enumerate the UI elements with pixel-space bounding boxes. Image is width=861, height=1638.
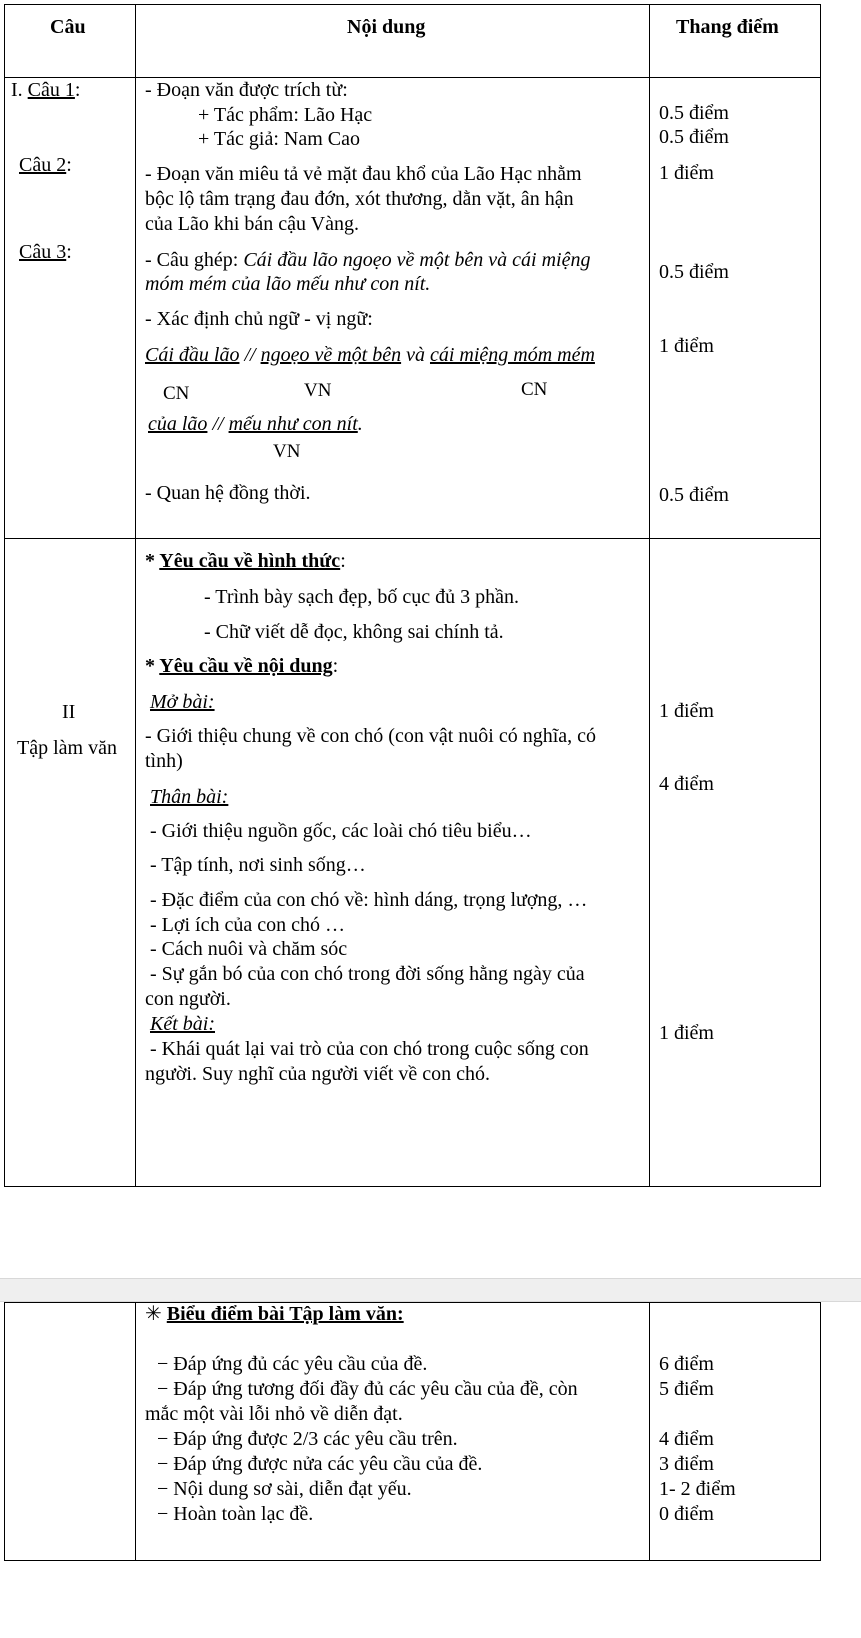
chu-viet-line: - Chữ viết dễ đọc, không sai chính tả. [204, 621, 504, 643]
xac-dinh-line: - Xác định chủ ngữ - vị ngữ: [145, 308, 373, 330]
bieu-diem-score-2: 5 điểm [659, 1378, 714, 1400]
than-bai-item-4: - Lợi ích của con chó … [150, 914, 345, 936]
header-thang-diem: Thang điểm [676, 16, 779, 38]
score-quan-he: 0.5 điểm [659, 484, 729, 506]
cn1: Cái đầu lão [145, 344, 240, 366]
t2-border-bottom [4, 1560, 821, 1561]
cau-ghep-line-1 [145, 248, 590, 272]
gan-bo-line-1: - Sự gắn bó của con chó trong đời sống hằng ngày của [150, 963, 585, 985]
bieu-diem-row-2: − Đáp ứng tương đối đầy đủ các yêu cầu của đề, còn [157, 1378, 578, 1400]
hinh-thuc-star: * [145, 550, 160, 572]
mieu-ta-line-3: của Lão khi bán cậu Vàng. [145, 213, 359, 235]
t2-border-left [4, 1302, 5, 1561]
intro-line: - Đoạn văn được trích từ: [145, 79, 348, 101]
tac-gia-line: + Tác giả: Nam Cao [198, 128, 360, 150]
gan-bo-line-2: con người. [145, 988, 231, 1010]
noi-dung-heading [145, 654, 338, 678]
cau-ghep-label: - Câu ghép: [145, 249, 244, 271]
than-bai-label: Thân bài: [150, 786, 229, 808]
score-tac-gia: 0.5 điểm [659, 126, 729, 148]
cau3-colon: : [66, 241, 72, 263]
header-cau: Câu [50, 16, 86, 38]
vn-label-1: VN [304, 380, 332, 401]
cn-label-2: CN [521, 379, 548, 400]
ket-bai-label: Kết bài: [150, 1013, 215, 1035]
t2-col-sep-2 [649, 1302, 650, 1561]
t2-col-sep-1 [135, 1302, 136, 1561]
bieu-diem-title [145, 1302, 404, 1326]
hinh-thuc-heading [145, 549, 346, 573]
mieu-ta-line-2: bộc lộ tâm trạng đau đớn, xót thương, dằn vặt, ân hận [145, 188, 574, 210]
t2-border-right [820, 1302, 821, 1561]
dot: . [357, 413, 363, 435]
bieu-diem-row-5: − Đáp ứng được nửa các yêu cầu của đề. [157, 1453, 483, 1475]
cau1-text: Câu 1 [27, 79, 75, 101]
bieu-diem-title-text: Biểu điểm bài Tập làm văn: [166, 1303, 404, 1325]
noi-dung-star: * [145, 655, 160, 677]
vn1: ngoẹo về một bên [260, 344, 402, 366]
gioi-thieu-chung-1: - Giới thiệu chung về con chó (con vật nuôi có nghĩa, có [145, 725, 597, 747]
score-tac-pham: 0.5 điểm [659, 102, 729, 124]
cau-ghep-line-2: móm mém của lão mếu như con nít. [145, 273, 431, 295]
than-bai-item-3: - Đặc điểm của con chó về: hình dáng, trọng lượng, … [150, 889, 588, 911]
cn3: của lão [148, 413, 208, 435]
cn-label-1: CN [163, 383, 190, 404]
cau2-colon: : [66, 154, 72, 176]
vn2: mếu như con nít [228, 413, 358, 435]
t1-border-bottom [4, 1186, 821, 1187]
trinh-bay-line: - Trình bày sạch đẹp, bố cục đủ 3 phần. [204, 586, 519, 608]
cau-ghep-italic-1: Cái đầu lão ngoẹo về một bên và cái miệng [243, 249, 591, 271]
t1-col-sep-1 [135, 4, 136, 1187]
t1-border-mid [4, 538, 821, 539]
mieu-ta-line-1: - Đoạn văn miêu tả vẻ mặt đau khổ của Lão Hạc nhằm [145, 163, 582, 185]
t2-border-top [4, 1302, 821, 1303]
bieu-diem-row-4: − Đáp ứng được 2/3 các yêu cầu trên. [157, 1428, 458, 1450]
score-mo-bai: 1 điểm [659, 700, 714, 722]
bieu-diem-score-6: 1- 2 điểm [659, 1478, 736, 1500]
cau1-label [11, 78, 80, 102]
cau3-label [19, 240, 72, 264]
score-than-bai: 4 điểm [659, 773, 714, 795]
bieu-diem-row-7: − Hoàn toàn lạc đề. [157, 1503, 314, 1525]
khai-quat-line-2: người. Suy nghĩ của người viết về con chó. [145, 1063, 490, 1085]
bieu-diem-score-4: 4 điểm [659, 1428, 714, 1450]
cau2-label [19, 153, 72, 177]
quan-he-line: - Quan hệ đồng thời. [145, 482, 311, 504]
t1-border-top [4, 4, 821, 5]
score-cau-ghep: 0.5 điểm [659, 261, 729, 283]
bieu-diem-score-1: 6 điểm [659, 1353, 714, 1375]
mo-bai-label: Mở bài: [150, 691, 215, 713]
bieu-diem-row-6: − Nội dung sơ sài, diễn đạt yếu. [157, 1478, 412, 1500]
score-cn-vn: 1 điểm [659, 335, 714, 357]
t1-border-header [4, 77, 821, 78]
than-bai-item-5: - Cách nuôi và chăm sóc [150, 938, 348, 960]
sep1: // [239, 344, 261, 366]
t1-col-sep-2 [649, 4, 650, 1187]
score-cau2: 1 điểm [659, 162, 714, 184]
sep2: // [207, 413, 229, 435]
part2-roman: II [62, 701, 76, 723]
khai-quat-line-1: - Khái quát lại vai trò của con chó trong cuộc sống con [150, 1038, 589, 1060]
than-bai-item-2: - Tập tính, nơi sinh sống… [150, 854, 366, 876]
gioi-thieu-chung-2: tình) [145, 750, 183, 772]
score-ket-bai: 1 điểm [659, 1022, 714, 1044]
cau2-text: Câu 2 [19, 154, 67, 176]
t1-border-right [820, 4, 821, 1187]
noi-dung-colon: : [332, 655, 339, 677]
cau1-colon: : [74, 79, 81, 101]
bieu-diem-score-7: 0 điểm [659, 1503, 714, 1525]
tac-pham-line: + Tác phẩm: Lão Hạc [198, 104, 373, 126]
noi-dung-text: Yêu cầu về nội dung [159, 655, 333, 677]
part2-name: Tập làm văn [17, 737, 117, 759]
header-noi-dung: Nội dung [347, 16, 426, 38]
page-gap [0, 1278, 861, 1302]
part1-roman: I. [11, 79, 28, 101]
analysis-line-1 [145, 343, 595, 367]
cau3-text: Câu 3 [19, 241, 67, 263]
va: và [401, 344, 430, 366]
bieu-diem-row-3: mắc một vài lỗi nhỏ về diễn đạt. [145, 1403, 403, 1425]
asterisk-icon: ✳ [145, 1303, 162, 1325]
analysis-line-2 [148, 412, 363, 436]
t1-border-left [4, 4, 5, 1187]
bieu-diem-row-1: − Đáp ứng đủ các yêu cầu của đề. [157, 1353, 428, 1375]
cn2: cái miệng móm mém [429, 344, 595, 366]
hinh-thuc-text: Yêu cầu về hình thức [159, 550, 341, 572]
than-bai-item-1: - Giới thiệu nguồn gốc, các loài chó tiêu biểu… [150, 820, 532, 842]
hinh-thuc-colon: : [340, 550, 346, 572]
vn-label-2: VN [273, 441, 301, 462]
bieu-diem-score-5: 3 điểm [659, 1453, 714, 1475]
